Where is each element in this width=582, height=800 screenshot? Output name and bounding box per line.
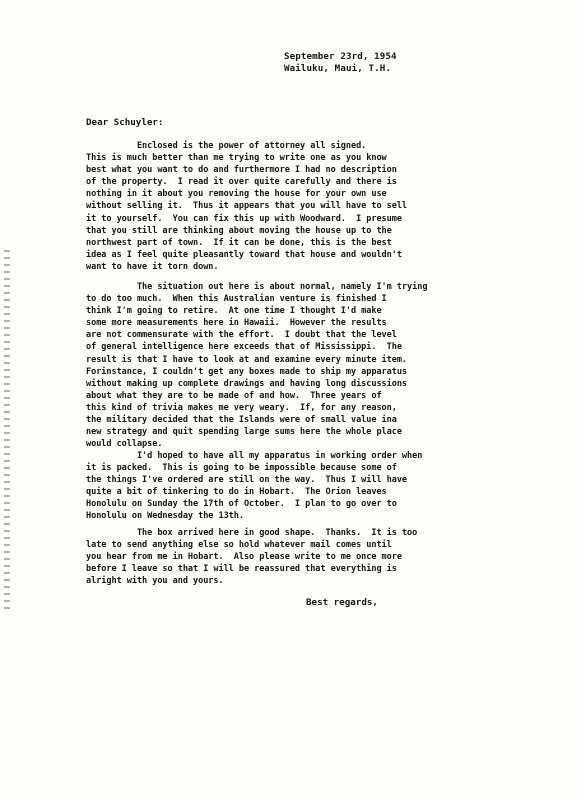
text-line: of general intelligence here exceeds that of Mississippi. The: [86, 342, 402, 353]
text-line: it is packed. This is going to be impossible because some of: [86, 463, 397, 474]
text-line: some more measurements here in Hawaii. However the results: [86, 318, 387, 329]
text-line: the things I've ordered are still on the way. Thus I will have: [86, 475, 408, 486]
text-line: to do too much. When this Australian venture is finished I: [86, 294, 387, 305]
text-line: this kind of trivia makes me very weary. If, for any reason,: [86, 402, 397, 413]
text-line: nothing in it about you removing the house for your own use: [86, 189, 387, 200]
text-line: want to have it torn down.: [86, 261, 219, 272]
text-line: think I'm going to retire. At one time I thought I'd make: [86, 306, 382, 317]
text-line: are not commensurate with the effort. I doubt that the level: [86, 330, 397, 341]
text-line: best what you want to do and furthermore I had no description: [86, 165, 397, 176]
text-line: The situation out here is about normal, namely I'm trying: [86, 282, 428, 292]
text-line: would collapse.: [86, 439, 163, 450]
text-line: northwest part of town. If it can be done, this is the best: [86, 237, 392, 248]
salutation: Dear Schuyler:: [86, 117, 164, 128]
text-line: Forinstance, I couldn't get any boxes made to ship my apparatus: [86, 366, 408, 377]
text-line: you hear from me in Hobart. Also please write to me once more: [86, 552, 402, 563]
text-line: of the property. I read it over quite carefully and there is: [86, 177, 397, 188]
text-line: result is that I have to look at and examine every minute item.: [86, 354, 408, 365]
text-line: it to yourself. You can fix this up with Woodward. I presume: [86, 213, 402, 224]
text-line: Honolulu on Wednesday the 13th.: [86, 511, 244, 522]
text-line: that you still are thinking about moving the house up to the: [86, 225, 392, 236]
text-line: new strategy and quit spending large sums here the whole place: [86, 427, 402, 438]
text-line: The box arrived here in good shape. Thanks. It is too: [86, 528, 418, 538]
paragraph-power-of-attorney: [86, 140, 516, 273]
text-line: the military decided that the Islands were of small value ina: [86, 415, 397, 426]
text-line: Enclosed is the power of attorney all signed.: [86, 141, 367, 151]
text-line: without selling it. Thus it appears that you will have to sell: [86, 201, 408, 212]
letter-place: Wailuku, Maui, T.H.: [284, 63, 391, 74]
text-line: This is much better than me trying to write one as you know: [86, 153, 387, 164]
letter-date: September 23rd, 1954: [284, 51, 397, 62]
text-line: before I leave so that I will be reassured that everything is: [86, 564, 397, 575]
binding-marks: [4, 250, 10, 610]
dateline: [284, 51, 397, 75]
text-line: about what they are to be made of and how. Three years of: [86, 390, 382, 401]
paragraph-box-arrived: [86, 527, 516, 587]
paragraph-situation: [86, 281, 516, 450]
text-line: without making up complete drawings and having long discussions: [86, 378, 408, 389]
text-line: alright with you and yours.: [86, 576, 224, 587]
text-line: I'd hoped to have all my apparatus in working order when: [86, 451, 423, 461]
text-line: idea as I feel quite pleasantly toward that house and wouldn't: [86, 249, 402, 260]
text-line: quite a bit of tinkering to do in Hobart. The Orion leaves: [86, 487, 387, 498]
text-line: Honolulu on Sunday the 17th of October. I plan to go over to: [86, 499, 397, 510]
paragraph-apparatus: [86, 450, 516, 523]
text-line: late to send anything else so hold whatever mail comes until: [86, 540, 392, 551]
closing: Best regards,: [306, 597, 378, 608]
